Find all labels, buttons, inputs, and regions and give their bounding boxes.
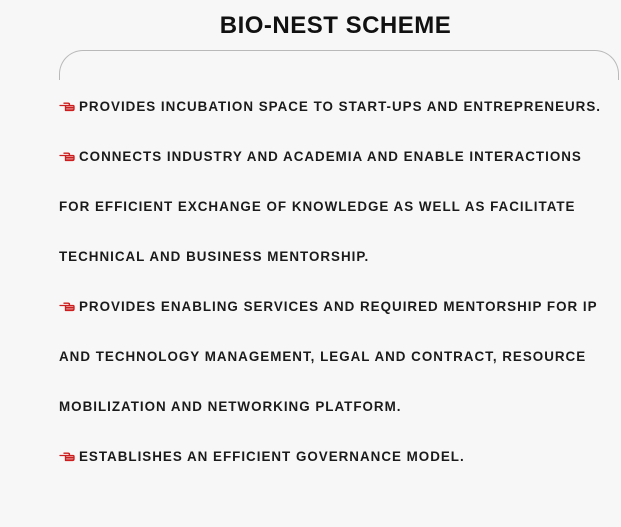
- pointing-hand-icon: [59, 100, 75, 112]
- list-item-text: PROVIDES ENABLING SERVICES AND REQUIRED MENTORSHIP FOR IP AND TECHNOLOGY MANAGEMENT, LEGAL AND CONTRACT, RESOURCE MOBILIZATION AND NETWORKING PLATFORM.: [59, 299, 598, 414]
- list-item-text: CONNECTS INDUSTRY AND ACADEMIA AND ENABLE INTERACTIONS FOR EFFICIENT EXCHANGE OF KNOWLEDGE AS WELL AS FACILITATE TECHNICAL AND BUSINESS MENTORSHIP.: [59, 149, 582, 264]
- list-item: [59, 132, 615, 282]
- scheme-list: [59, 82, 615, 482]
- list-item: [59, 82, 615, 132]
- title-divider: [59, 50, 619, 80]
- pointing-hand-icon: [59, 450, 75, 462]
- list-item: [59, 432, 615, 482]
- pointing-hand-icon: [59, 150, 75, 162]
- list-item-text: PROVIDES INCUBATION SPACE TO START-UPS AND ENTREPRENEURS.: [79, 99, 601, 114]
- page-title: BIO-NEST SCHEME: [219, 12, 452, 39]
- list-item: [59, 282, 615, 432]
- list-item-text: ESTABLISHES AN EFFICIENT GOVERNANCE MODEL.: [79, 449, 465, 464]
- pointing-hand-icon: [59, 300, 75, 312]
